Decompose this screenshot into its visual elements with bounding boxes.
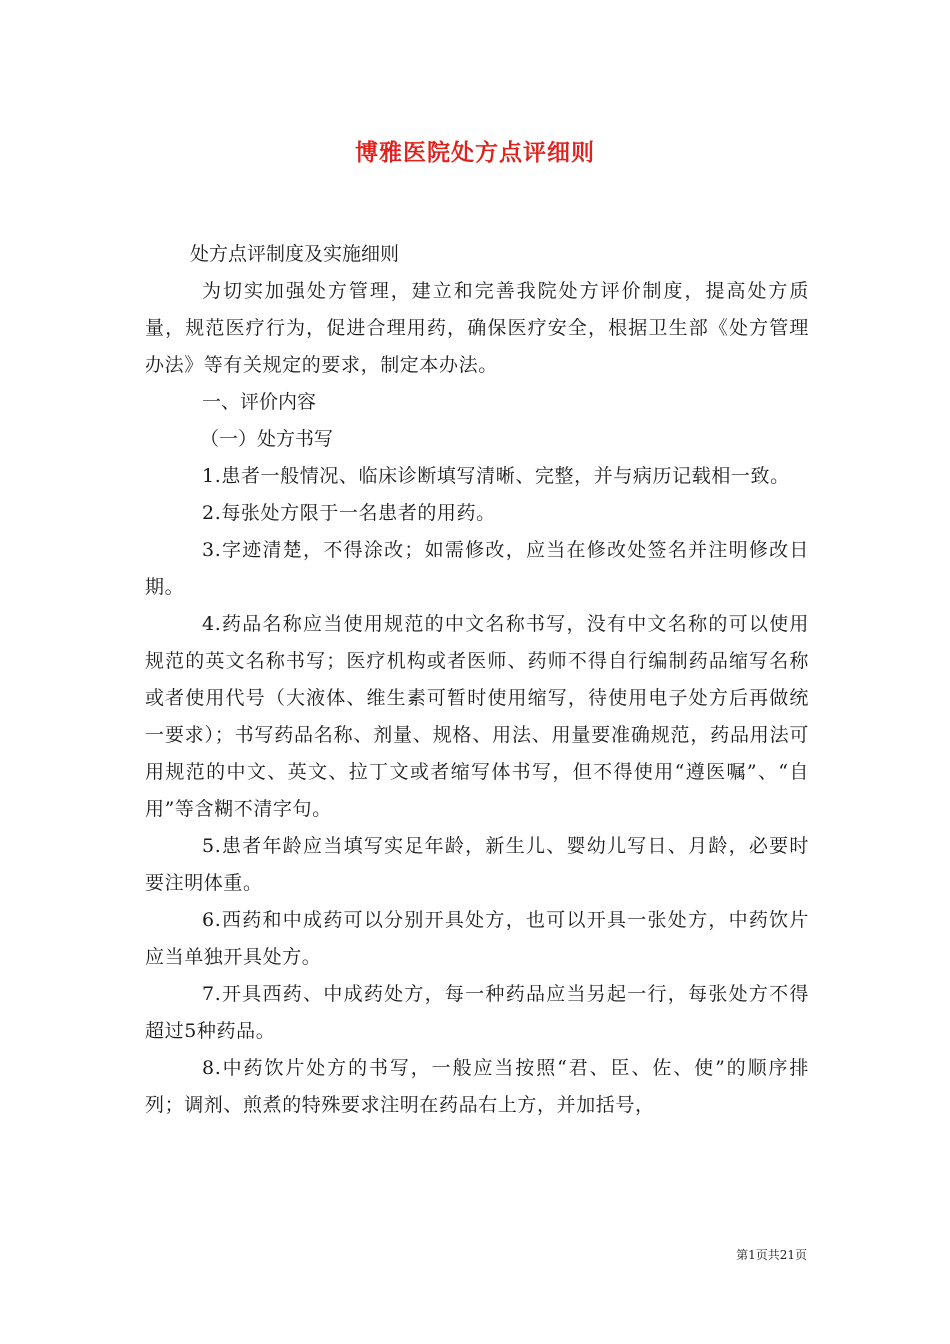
page-title: 博雅医院处方点评细则 bbox=[355, 139, 595, 166]
document-body bbox=[145, 236, 809, 1124]
subsection-heading: （一）处方书写 bbox=[200, 428, 334, 450]
section-heading: 一、评价内容 bbox=[202, 391, 317, 413]
list-item: 4.药品名称应当使用规范的中文名称书写，没有中文名称的可以使用规范的英文名称书写；医疗机构或者医师、药师不得自行编制药品缩写名称或者使用代号（大液体、维生素可暂时使用缩写，待使用电子处方后再做统一要求）；书写药品名称、剂量、规格、用法、用量要准确规范，药品用法可用规范的中文、英文、拉丁文或者缩写体书写，但不得使用“遵医嘱”、“自用”等含糊不清字句。 bbox=[145, 613, 809, 820]
page-number: 第1页共21页 bbox=[736, 1248, 807, 1262]
list-item: 7.开具西药、中成药处方，每一种药品应当另起一行，每张处方不得超过5种药品。 bbox=[145, 983, 809, 1042]
document-subtitle: 处方点评制度及实施细则 bbox=[190, 243, 400, 265]
list-item: 2.每张处方限于一名患者的用药。 bbox=[202, 502, 496, 524]
intro-paragraph: 为切实加强处方管理，建立和完善我院处方评价制度，提高处方质量，规范医疗行为，促进合理用药，确保医疗安全，根据卫生部《处方管理办法》等有关规定的要求，制定本办法。 bbox=[145, 280, 809, 376]
list-item: 3.字迹清楚，不得涂改；如需修改，应当在修改处签名并注明修改日期。 bbox=[145, 539, 809, 598]
list-item: 6.西药和中成药可以分别开具处方，也可以开具一张处方，中药饮片应当单独开具处方。 bbox=[145, 909, 809, 968]
list-item: 5.患者年龄应当填写实足年龄，新生儿、婴幼儿写日、月龄，必要时要注明体重。 bbox=[145, 835, 809, 894]
list-item: 1.患者一般情况、临床诊断填写清晰、完整，并与病历记载相一致。 bbox=[202, 465, 790, 487]
list-item: 8.中药饮片处方的书写，一般应当按照“君、臣、佐、使”的顺序排列；调剂、煎煮的特殊要求注明在药品右上方，并加括号， bbox=[145, 1057, 809, 1116]
